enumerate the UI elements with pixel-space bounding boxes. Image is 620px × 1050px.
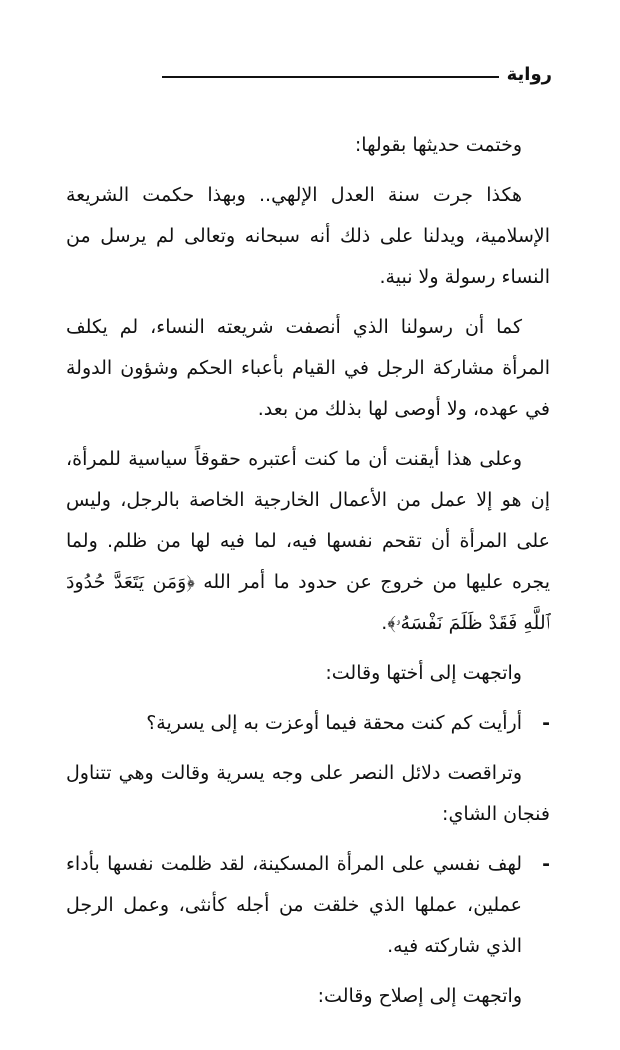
header-title: رواية: [506, 64, 552, 85]
paragraph-3: كما أن رسولنا الذي أنصفت شريعته النساء، لم يكلف المرأة مشاركة الرجل في القيام بأعباء الحكم وشؤون الدولة في عهده، ولا أوصى لها بذلك من بعد.: [66, 316, 550, 420]
paragraph-9: واتجهت إلى إصلاح وقالت:: [317, 985, 522, 1007]
paragraph-4: [66, 439, 550, 644]
dialogue-dash: -: [542, 712, 550, 734]
paragraph-5: واتجهت إلى أختها وقالت:: [325, 662, 522, 684]
paragraph-4-text: وعلى هذا أيقنت أن ما كنت أعتبره حقوقاً سياسية للمرأة، إن هو إلا عمل من الأعمال الخارجية الخاصة بالرجل، وليس على المرأة أن تقحم نفسها فيه، لما فيه لها من ظلم. ولما يجره عليها من خروج عن حدود ما أمر الله: [66, 448, 550, 593]
page-body: [66, 125, 550, 1026]
dialogue-1-text: أرأيت كم كنت محقة فيما أوعزت به إلى يسرية؟: [146, 712, 522, 734]
dialogue-2: [66, 844, 550, 967]
paragraph-2: هكذا جرت سنة العدل الإلهي.. وبهذا حكمت الشريعة الإسلامية، ويدلنا على ذلك أنه سبحانه وتعالى لم يرسل من النساء رسولة ولا نبية.: [66, 184, 550, 288]
paragraph-4-end: .: [381, 612, 388, 634]
dialogue-1: [66, 703, 550, 744]
quran-verse: ﴿وَمَن يَتَعَدَّ حُدُودَ ٱللَّهِ فَقَدْ ظَلَمَ نَفْسَهُۥ﴾: [66, 571, 550, 634]
paragraph-1: وختمت حديثها بقولها:: [354, 134, 522, 156]
running-header: [162, 62, 552, 88]
dialogue-dash: -: [542, 853, 550, 875]
header-rule: [162, 76, 499, 78]
dialogue-2-text: لهف نفسي على المرأة المسكينة، لقد ظلمت نفسها بأداء عملين، عملها الذي خلقت من أجله كأنثى، وعمل الرجل الذي شاركته فيه.: [66, 853, 522, 957]
paragraph-7: وتراقصت دلائل النصر على وجه يسرية وقالت وهي تتناول فنجان الشاي:: [66, 762, 550, 825]
